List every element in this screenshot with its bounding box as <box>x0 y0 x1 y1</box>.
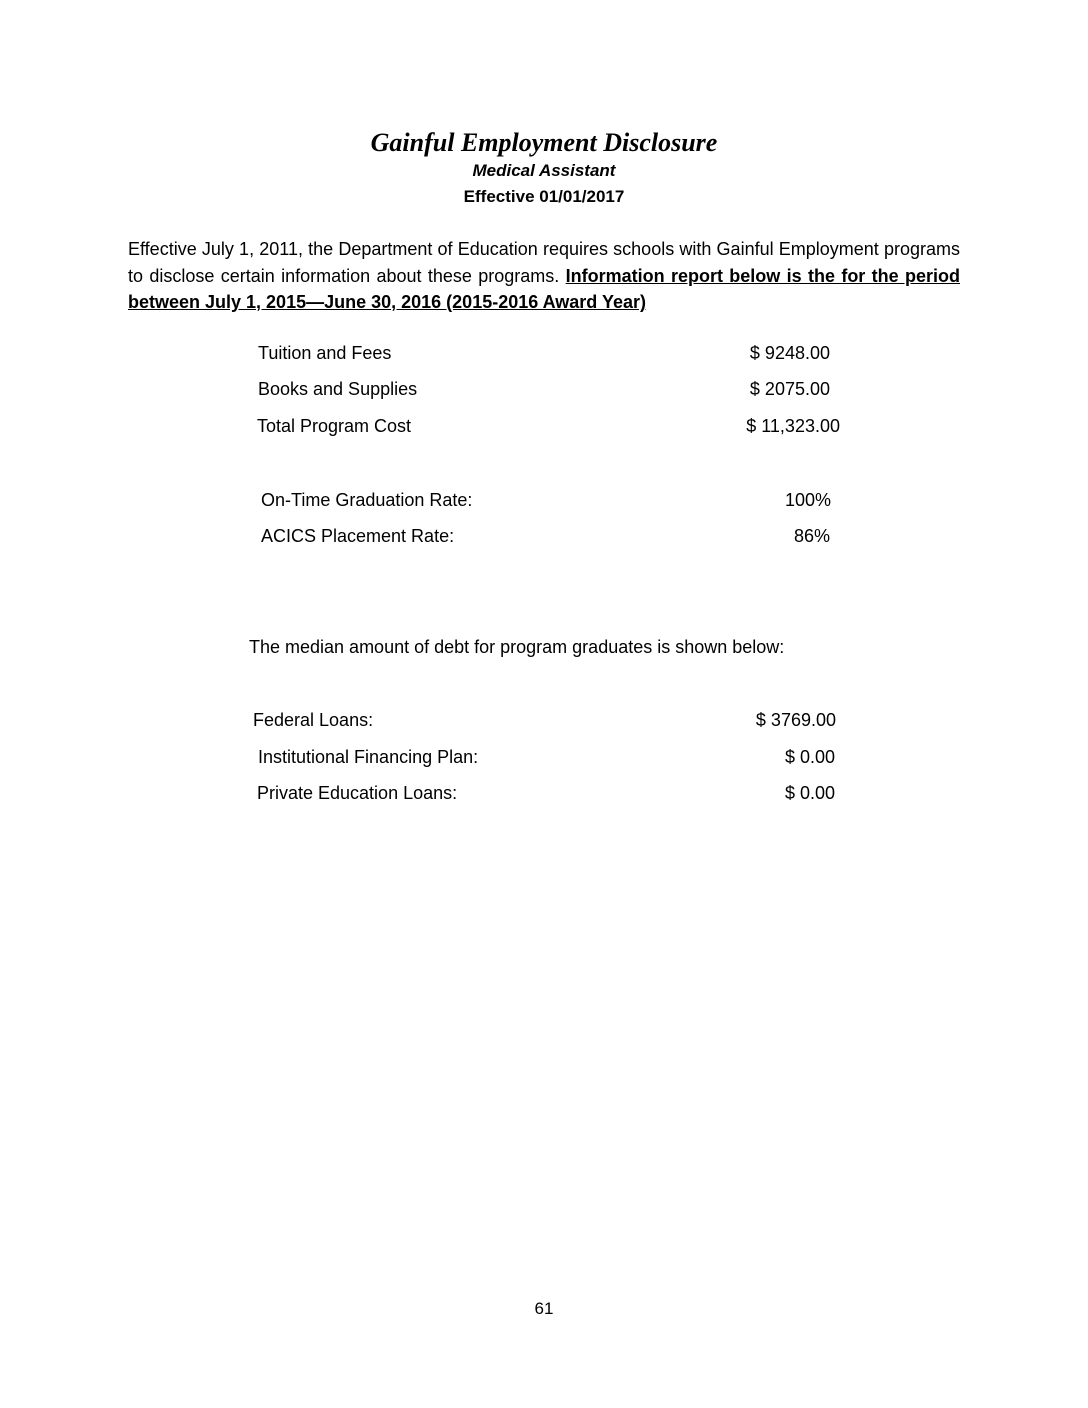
debt-row-private <box>257 780 835 806</box>
rate-label: On-Time Graduation Rate: <box>261 490 473 510</box>
debt-row-federal <box>253 707 836 733</box>
debt-value: $ 3769.00 <box>755 710 836 730</box>
debt-label: Private Education Loans: <box>257 783 458 803</box>
cost-row-tuition <box>258 340 830 366</box>
debt-value: $ 0.00 <box>784 747 835 767</box>
debt-label: Institutional Financing Plan: <box>258 747 479 767</box>
page-number: 61 <box>534 1299 554 1318</box>
debt-label: Federal Loans: <box>253 710 374 730</box>
median-debt-intro: The median amount of debt for program graduates is shown below: <box>249 637 785 657</box>
cost-label: Total Program Cost <box>257 416 412 436</box>
cost-label: Tuition and Fees <box>258 343 392 363</box>
cost-value: $ 11,323.00 <box>746 416 840 436</box>
cost-row-total <box>257 413 840 439</box>
intro-paragraph <box>128 236 960 316</box>
rate-row-placement <box>261 523 830 549</box>
rate-value: 100% <box>784 490 831 510</box>
program-name: Medical Assistant <box>472 161 616 180</box>
intro-emphasis: Information report below is the for the period between July 1, 2015—June 30, 2016 (2015-2016 Award Year) <box>128 265 960 312</box>
cost-label: Books and Supplies <box>258 379 418 399</box>
rate-label: ACICS Placement Rate: <box>261 526 455 546</box>
debt-value: $ 0.00 <box>784 783 835 803</box>
page-title: Gainful Employment Disclosure <box>370 128 718 157</box>
debt-row-institutional <box>258 744 835 770</box>
intro-text: Effective July 1, 2011, the Department of Education requires schools with Gainful Employment programs to disclose certain information about these programs. <box>128 239 960 286</box>
rate-row-graduation <box>261 487 831 513</box>
cost-row-books <box>258 376 830 402</box>
cost-value: $ 2075.00 <box>749 379 830 399</box>
cost-value: $ 9248.00 <box>749 343 830 363</box>
effective-date: Effective 01/01/2017 <box>463 187 625 206</box>
rate-value: 86% <box>793 526 830 546</box>
